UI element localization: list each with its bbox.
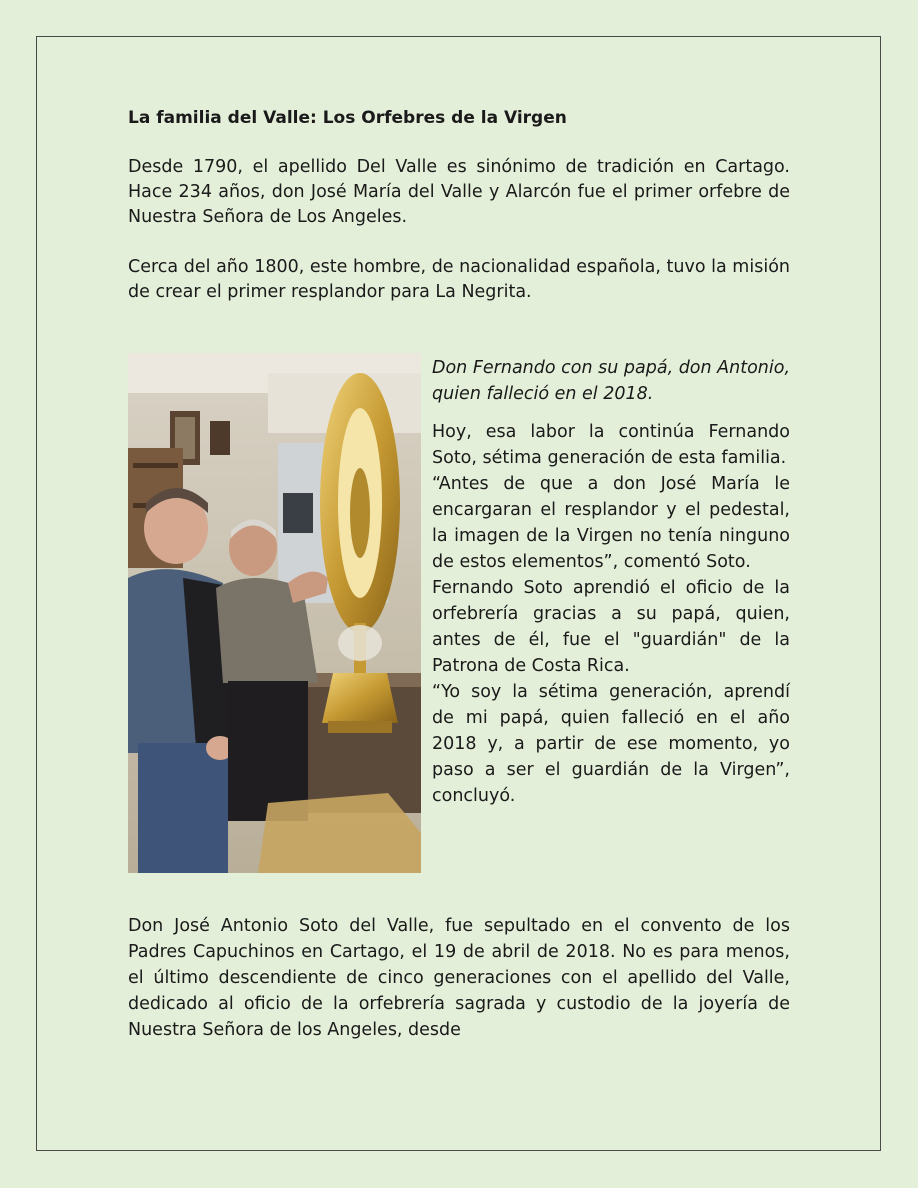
side-text bbox=[432, 353, 790, 809]
side-paragraph: “Antes de que a don José María le encargaran el resplandor y el pedestal, la imagen de la Virgen no tenía ninguno de estos elementos”, comentó Soto. bbox=[432, 474, 790, 572]
closing-section bbox=[128, 913, 790, 1043]
document-title: La familia del Valle: Los Orfebres de la Virgen bbox=[128, 108, 567, 128]
side-paragraph: “Yo soy la sétima generación, aprendí de mi papá, quien falleció en el año 2018 y, a partir de ese momento, yo paso a ser el guardián de la Virgen”, concluyó. bbox=[432, 682, 790, 806]
closing-paragraph: Don José Antonio Soto del Valle, fue sepultado en el convento de los Padres Capuchinos en Cartago, el 19 de abril de 2018. No es para menos, el último descendiente de cinco generaciones con el apellido del Valle, dedicado al oficio de la orfebrería sagrada y custodio de la joyería de Nuestra Señora de los Angeles, desde bbox=[128, 916, 790, 1040]
paragraph-intro: Desde 1790, el apellido Del Valle es sinónimo de tradición en Cartago. Hace 234 años, don José María del Valle y Alarcón fue el primer orfebre de Nuestra Señora de Los Angeles. bbox=[128, 157, 790, 227]
side-paragraph: Fernando Soto aprendió el oficio de la orfebrería gracias a su papá, quien, antes de él, fue el "guardián" de la Patrona de Costa Rica. bbox=[432, 578, 790, 676]
paragraph-1800: Cerca del año 1800, este hombre, de nacionalidad española, tuvo la misión de crear el primer resplandor para La Negrita. bbox=[128, 257, 790, 302]
workshop-photo bbox=[128, 353, 421, 873]
document-body bbox=[128, 105, 790, 1043]
photo-caption: Don Fernando con su papá, don Antonio, quien falleció en el 2018. bbox=[432, 358, 791, 404]
side-paragraph: Hoy, esa labor la continúa Fernando Soto, sétima generación de esta familia. bbox=[432, 422, 790, 468]
figure-row bbox=[128, 353, 790, 873]
